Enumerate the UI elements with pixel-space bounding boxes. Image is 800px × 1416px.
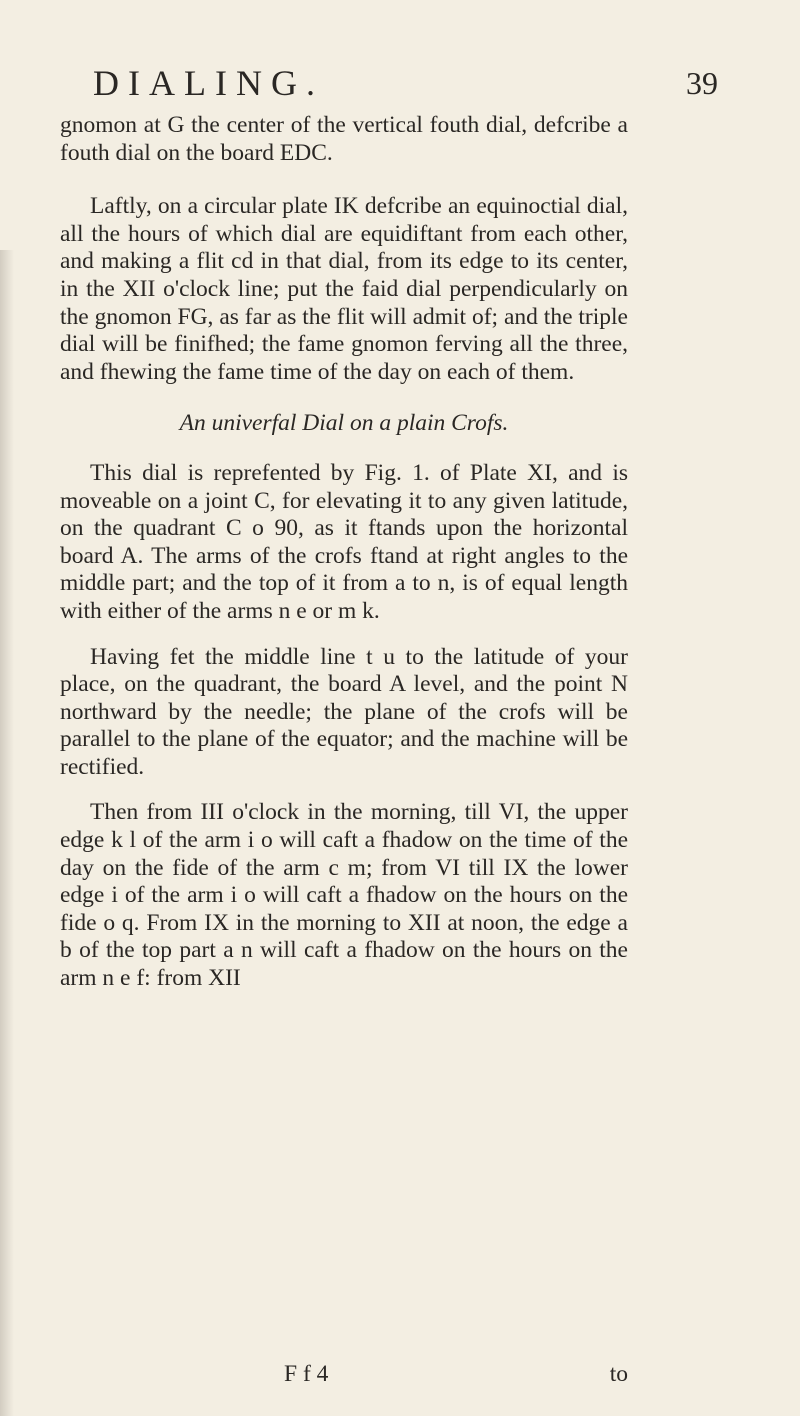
- paragraph-2: Laftly, on a circular plate IK defcribe an equinoctial dial, all the hours of which dial are equidiftant from each other, and making a flit cd in that dial, from its edge to its center, in the XII o'clock line; put the faid dial perpendicularly on the gnomon FG, as far as the flit will admit of; and the triple dial will be finifhed; the fame gnomon ferving all the three, and fhewing the fame time of the day on each of them.: [60, 193, 628, 385]
- signature-mark: F f 4: [284, 1361, 329, 1387]
- paragraph-1: gnomon at G the center of the vertical fouth dial, defcribe a fouth dial on the board EDC.: [60, 112, 628, 166]
- paragraph-3: This dial is reprefented by Fig. 1. of Plate XI, and is moveable on a joint C, for elevating it to any given latitude, on the quadrant C o 90, as it ftands upon the horizontal board A. The arms of the crofs ftand at right angles to the middle part; and the top of it from a to n, is of equal length with either of the arms n e or m k.: [60, 459, 628, 624]
- page-footer: [60, 1360, 628, 1388]
- running-title: DIALING.: [93, 63, 324, 103]
- binding-shadow: [0, 250, 14, 1416]
- catchword: to: [609, 1361, 628, 1387]
- page-number: 39: [686, 65, 718, 101]
- section-heading: An univerfal Dial on a plain Crofs.: [179, 410, 509, 437]
- body-text: [60, 112, 628, 993]
- page-header: [93, 58, 718, 108]
- paragraph-4: Having fet the middle line t u to the latitude of your place, on the quadrant, the board A level, and the point N northward by the needle; the plane of the crofs will be parallel to the plane of the equator; and the machine will be rectified.: [60, 643, 628, 780]
- paragraph-5: Then from III o'clock in the morning, till VI, the upper edge k l of the arm i o will caft a fhadow on the time of the day on the fide of the arm c m; from VI till IX the lower edge i of the arm i o will caft a fhadow on the hours on the fide o q. From IX in the morning to XII at noon, the edge a b of the top part a n will caft a fhadow on the hours on the arm n e f: from XII: [60, 799, 628, 992]
